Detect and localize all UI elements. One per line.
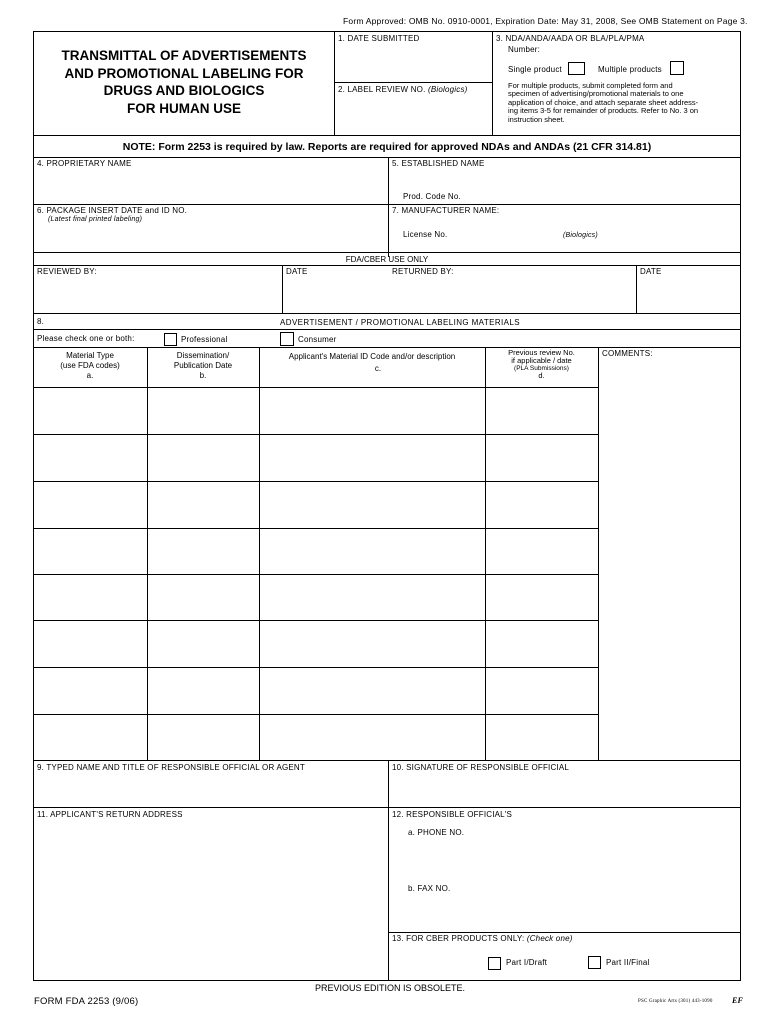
ef-mark: EF <box>732 996 744 1005</box>
fax-no-field[interactable] <box>460 880 736 894</box>
comments-label: COMMENTS: <box>602 349 653 358</box>
fda-use-title: FDA/CBER USE ONLY <box>345 255 429 264</box>
multiple-products-label: Multiple products <box>598 65 662 74</box>
section8-number: 8. <box>37 317 45 326</box>
label-review-field[interactable] <box>336 96 490 133</box>
section8-title: ADVERTISEMENT / PROMOTIONAL LABELING MATERIALS <box>280 318 520 327</box>
check-prompt: Please check one or both: <box>37 334 135 343</box>
phone-no-label: a. PHONE NO. <box>408 828 465 837</box>
package-insert-label: 6. PACKAGE INSERT DATE and ID NO. <box>37 206 188 215</box>
part2-final-label: Part II/Final <box>606 958 650 967</box>
cber-label: 13. FOR CBER PRODUCTS ONLY: (Check one) <box>392 934 573 943</box>
form-id: FORM FDA 2253 (9/06) <box>34 996 139 1007</box>
phone-no-field[interactable] <box>470 824 736 838</box>
established-name-field[interactable] <box>390 170 738 202</box>
part1-draft-checkbox[interactable] <box>488 957 501 970</box>
multiple-products-checkbox[interactable] <box>670 61 684 75</box>
review-date-label: DATE <box>286 267 308 276</box>
typed-name-label: 9. TYPED NAME AND TITLE OF RESPONSIBLE OFFICIAL OR AGENT <box>37 763 306 772</box>
return-date-label: DATE <box>640 267 662 276</box>
manufacturer-name-field[interactable] <box>390 216 738 254</box>
obsolete-note: PREVIOUS EDITION IS OBSOLETE. <box>314 983 466 993</box>
materials-table-body[interactable] <box>34 388 598 759</box>
fax-no-label: b. FAX NO. <box>408 884 451 893</box>
package-insert-sublabel: (Latest final printed labeling) <box>48 216 143 223</box>
title-line1: TRANSMITTAL OF ADVERTISEMENTS <box>61 48 307 63</box>
package-insert-field[interactable] <box>35 225 385 252</box>
professional-label: Professional <box>181 335 228 344</box>
title-line2: AND PROMOTIONAL LABELING FOR <box>64 65 304 81</box>
license-no-label: License No. <box>403 230 448 239</box>
professional-checkbox[interactable] <box>164 333 177 346</box>
part2-final-checkbox[interactable] <box>588 956 601 969</box>
responsible-official-label: 12. RESPONSIBLE OFFICIAL'S <box>392 810 513 819</box>
date-submitted-field[interactable] <box>336 45 490 80</box>
printer-credit: PSC Graphic Arts (301) 443-1090 <box>638 999 713 1004</box>
nda-label: 3. NDA/ANDA/AADA OR BLA/PLA/PMA <box>496 34 645 43</box>
title-line4: FOR HUMAN USE <box>127 100 241 116</box>
consumer-label: Consumer <box>298 335 337 344</box>
signature-field[interactable] <box>390 775 738 805</box>
proprietary-name-field[interactable] <box>35 170 385 202</box>
title-line3: DRUGS AND BIOLOGICS <box>103 83 265 98</box>
proprietary-name-label: 4. PROPRIETARY NAME <box>37 159 132 168</box>
comments-field[interactable] <box>600 360 738 758</box>
established-name-label: 5. ESTABLISHED NAME <box>392 159 485 168</box>
returned-by-label: RETURNED BY: <box>392 267 454 276</box>
manufacturer-name-label: 7. MANUFACTURER NAME: <box>392 206 500 215</box>
multiple-products-instructions: For multiple products, submit completed form and specimen of advertising/promotional materials to one application of choice, and attach separate sheet address- ing items 3-5 for remainder of products. Refer to No. 3 on instruction sheet. <box>508 81 699 124</box>
col-c-header: Applicant's Material ID Code and/or description c. <box>288 352 456 373</box>
single-product-checkbox[interactable] <box>568 62 585 75</box>
single-product-label: Single product <box>508 65 562 74</box>
nda-number-label: Number: <box>508 45 541 54</box>
consumer-checkbox[interactable] <box>280 332 294 346</box>
part1-draft-label: Part I/Draft <box>506 958 548 967</box>
form-title <box>36 47 332 117</box>
license-biologics-label: (Biologics) <box>563 232 598 239</box>
col-d-header: Previous review No. if applicable / date (PLA Submissions) d. <box>508 348 575 381</box>
label-review-label: 2. LABEL REVIEW NO. (Biologics) <box>338 85 468 94</box>
reviewed-by-label: REVIEWED BY: <box>37 267 97 276</box>
col-a-header: Material Type (use FDA codes) a. <box>60 351 120 380</box>
legal-note: NOTE: Form 2253 is required by law. Reports are required for approved NDAs and ANDAs (21 CFR 314.81) <box>122 141 652 153</box>
col-b-header: Dissemination/ Publication Date b. <box>173 351 233 380</box>
typed-name-field[interactable] <box>35 775 385 805</box>
date-submitted-label: 1. DATE SUBMITTED <box>338 34 420 43</box>
signature-label: 10. SIGNATURE OF RESPONSIBLE OFFICIAL <box>392 763 570 772</box>
return-address-field[interactable] <box>35 822 385 979</box>
prod-code-label: Prod. Code No. <box>403 192 461 201</box>
omb-note: Form Approved: OMB No. 0910-0001, Expiration Date: May 31, 2008, See OMB Statement on Page 3. <box>343 16 748 26</box>
return-address-label: 11. APPLICANT'S RETURN ADDRESS <box>37 810 183 819</box>
